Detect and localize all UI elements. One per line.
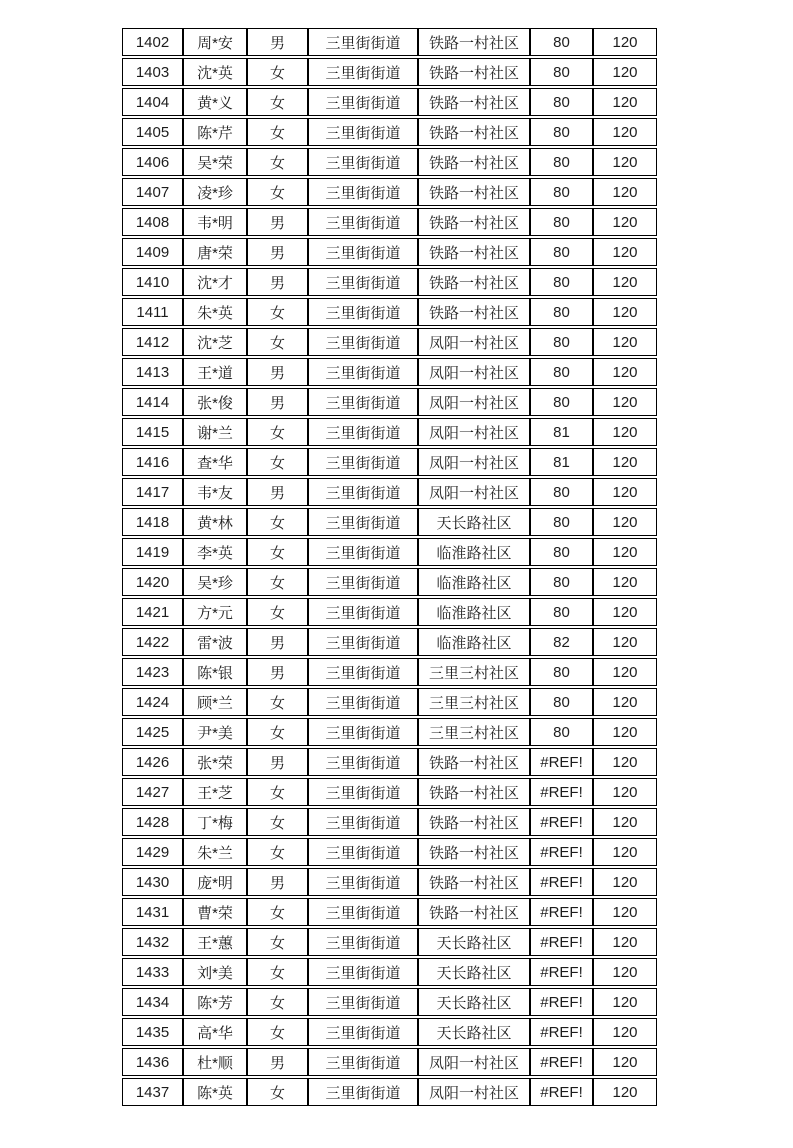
table-cell-street: 三里街街道: [308, 748, 418, 776]
table-cell-value-b: 120: [593, 748, 657, 776]
table-cell-gender: 男: [247, 748, 308, 776]
table-cell-serial-number: 1415: [122, 418, 183, 446]
table-cell-serial-number: 1424: [122, 688, 183, 716]
table-cell-value-a: 81: [530, 418, 593, 446]
table-cell-community: 天长路社区: [418, 958, 530, 986]
table-cell-name: 张*荣: [183, 748, 247, 776]
table-cell-street: 三里街街道: [308, 58, 418, 86]
table-cell-gender: 女: [247, 88, 308, 116]
table-cell-value-b: 120: [593, 928, 657, 956]
table-cell-serial-number: 1414: [122, 388, 183, 416]
table-cell-gender: 女: [247, 1078, 308, 1106]
table-cell-community: 铁路一村社区: [418, 178, 530, 206]
table-row: [122, 268, 657, 296]
table-cell-name: 陈*银: [183, 658, 247, 686]
table-cell-value-b: 120: [593, 1078, 657, 1106]
table-cell-value-b: 120: [593, 328, 657, 356]
table-cell-street: 三里街街道: [308, 928, 418, 956]
table-cell-name: 查*华: [183, 448, 247, 476]
table-cell-value-a: 80: [530, 508, 593, 536]
table-cell-name: 王*芝: [183, 778, 247, 806]
table-cell-value-a: 80: [530, 718, 593, 746]
table-row: [122, 1048, 657, 1076]
table-cell-community: 铁路一村社区: [418, 58, 530, 86]
table-body: [122, 28, 657, 1106]
table-cell-serial-number: 1426: [122, 748, 183, 776]
table-cell-name: 高*华: [183, 1018, 247, 1046]
table-cell-value-b: 120: [593, 208, 657, 236]
table-cell-value-a: 80: [530, 58, 593, 86]
table-cell-community: 铁路一村社区: [418, 88, 530, 116]
table-cell-value-b: 120: [593, 448, 657, 476]
table-cell-gender: 女: [247, 508, 308, 536]
table-cell-value-b: 120: [593, 508, 657, 536]
table-cell-name: 沈*英: [183, 58, 247, 86]
table-cell-name: 陈*英: [183, 1078, 247, 1106]
table-cell-value-a: #REF!: [530, 778, 593, 806]
table-row: [122, 928, 657, 956]
table-cell-value-a: #REF!: [530, 1048, 593, 1076]
table-cell-community: 铁路一村社区: [418, 868, 530, 896]
table-cell-value-a: 80: [530, 538, 593, 566]
table-cell-gender: 女: [247, 778, 308, 806]
table-row: [122, 148, 657, 176]
table-cell-value-a: 80: [530, 238, 593, 266]
table-cell-serial-number: 1407: [122, 178, 183, 206]
table-cell-gender: 男: [247, 208, 308, 236]
table-cell-gender: 男: [247, 28, 308, 56]
table-cell-serial-number: 1431: [122, 898, 183, 926]
table-cell-value-b: 120: [593, 118, 657, 146]
table-cell-street: 三里街街道: [308, 88, 418, 116]
table-cell-street: 三里街街道: [308, 418, 418, 446]
table-cell-gender: 男: [247, 868, 308, 896]
table-cell-street: 三里街街道: [308, 238, 418, 266]
table-row: [122, 868, 657, 896]
table-cell-name: 朱*英: [183, 298, 247, 326]
table-cell-street: 三里街街道: [308, 628, 418, 656]
table-cell-name: 刘*美: [183, 958, 247, 986]
table-cell-value-b: 120: [593, 898, 657, 926]
table-cell-street: 三里街街道: [308, 478, 418, 506]
table-row: [122, 658, 657, 686]
table-cell-community: 铁路一村社区: [418, 148, 530, 176]
table-cell-value-a: #REF!: [530, 748, 593, 776]
table-cell-gender: 男: [247, 358, 308, 386]
table-cell-value-b: 120: [593, 148, 657, 176]
table-cell-serial-number: 1408: [122, 208, 183, 236]
table-cell-serial-number: 1417: [122, 478, 183, 506]
table-cell-street: 三里街街道: [308, 508, 418, 536]
table-cell-gender: 女: [247, 298, 308, 326]
table-cell-gender: 女: [247, 148, 308, 176]
table-cell-serial-number: 1435: [122, 1018, 183, 1046]
table-cell-name: 丁*梅: [183, 808, 247, 836]
table-cell-community: 天长路社区: [418, 928, 530, 956]
table-row: [122, 238, 657, 266]
table-cell-gender: 女: [247, 988, 308, 1016]
table-cell-community: 凤阳一村社区: [418, 478, 530, 506]
table-cell-value-b: 120: [593, 1048, 657, 1076]
table-cell-name: 张*俊: [183, 388, 247, 416]
table-cell-street: 三里街街道: [308, 958, 418, 986]
table-cell-community: 铁路一村社区: [418, 778, 530, 806]
table-row: [122, 58, 657, 86]
table-cell-name: 杜*顺: [183, 1048, 247, 1076]
table-cell-value-a: #REF!: [530, 838, 593, 866]
table-cell-value-a: #REF!: [530, 958, 593, 986]
table-cell-gender: 女: [247, 1018, 308, 1046]
table-cell-street: 三里街街道: [308, 388, 418, 416]
table-cell-community: 三里三村社区: [418, 688, 530, 716]
table-cell-serial-number: 1413: [122, 358, 183, 386]
table-cell-name: 韦*友: [183, 478, 247, 506]
table-cell-serial-number: 1437: [122, 1078, 183, 1106]
table-cell-serial-number: 1406: [122, 148, 183, 176]
table-cell-community: 铁路一村社区: [418, 748, 530, 776]
table-cell-street: 三里街街道: [308, 1048, 418, 1076]
table-cell-community: 天长路社区: [418, 508, 530, 536]
table-cell-street: 三里街街道: [308, 688, 418, 716]
table-cell-street: 三里街街道: [308, 568, 418, 596]
table-cell-name: 周*安: [183, 28, 247, 56]
table-cell-value-a: #REF!: [530, 898, 593, 926]
table-cell-value-b: 120: [593, 298, 657, 326]
table-cell-community: 临淮路社区: [418, 598, 530, 626]
table-cell-street: 三里街街道: [308, 328, 418, 356]
table-cell-value-a: 80: [530, 358, 593, 386]
table-cell-community: 铁路一村社区: [418, 838, 530, 866]
table-cell-serial-number: 1411: [122, 298, 183, 326]
table-row: [122, 508, 657, 536]
table-cell-serial-number: 1419: [122, 538, 183, 566]
table-cell-value-b: 120: [593, 688, 657, 716]
table-cell-community: 凤阳一村社区: [418, 418, 530, 446]
table-cell-street: 三里街街道: [308, 988, 418, 1016]
table-cell-serial-number: 1429: [122, 838, 183, 866]
table-cell-value-a: #REF!: [530, 1078, 593, 1106]
table-cell-gender: 女: [247, 598, 308, 626]
table-cell-value-b: 120: [593, 88, 657, 116]
table-cell-gender: 男: [247, 388, 308, 416]
table-cell-gender: 女: [247, 898, 308, 926]
table-row: [122, 718, 657, 746]
table-cell-value-b: 120: [593, 808, 657, 836]
table-cell-name: 王*道: [183, 358, 247, 386]
table-cell-name: 方*元: [183, 598, 247, 626]
table-cell-community: 凤阳一村社区: [418, 358, 530, 386]
table-cell-value-a: 80: [530, 118, 593, 146]
table-cell-street: 三里街街道: [308, 448, 418, 476]
table-cell-gender: 女: [247, 538, 308, 566]
table-cell-name: 尹*美: [183, 718, 247, 746]
table-row: [122, 688, 657, 716]
table-cell-value-b: 120: [593, 958, 657, 986]
table-cell-value-a: 82: [530, 628, 593, 656]
table-row: [122, 1078, 657, 1106]
table-cell-street: 三里街街道: [308, 1078, 418, 1106]
table-cell-gender: 男: [247, 268, 308, 296]
table-cell-community: 铁路一村社区: [418, 238, 530, 266]
table-cell-serial-number: 1425: [122, 718, 183, 746]
table-cell-value-b: 120: [593, 418, 657, 446]
table-row: [122, 28, 657, 56]
table-cell-community: 铁路一村社区: [418, 208, 530, 236]
table-row: [122, 778, 657, 806]
table-cell-value-a: 80: [530, 268, 593, 296]
table-row: [122, 628, 657, 656]
table-row: [122, 388, 657, 416]
table-cell-value-a: #REF!: [530, 988, 593, 1016]
table-cell-value-b: 120: [593, 478, 657, 506]
table-cell-name: 陈*芹: [183, 118, 247, 146]
table-cell-value-a: 80: [530, 598, 593, 626]
table-cell-gender: 女: [247, 178, 308, 206]
table-row: [122, 808, 657, 836]
table-cell-street: 三里街街道: [308, 268, 418, 296]
table-cell-community: 凤阳一村社区: [418, 1048, 530, 1076]
table-cell-community: 天长路社区: [418, 988, 530, 1016]
table-cell-serial-number: 1427: [122, 778, 183, 806]
table-row: [122, 358, 657, 386]
table-cell-street: 三里街街道: [308, 208, 418, 236]
table-cell-serial-number: 1409: [122, 238, 183, 266]
table-cell-value-a: 80: [530, 388, 593, 416]
table-cell-street: 三里街街道: [308, 298, 418, 326]
table-cell-gender: 男: [247, 658, 308, 686]
table-cell-value-b: 120: [593, 358, 657, 386]
table-cell-street: 三里街街道: [308, 838, 418, 866]
table-cell-serial-number: 1434: [122, 988, 183, 1016]
table-cell-gender: 女: [247, 448, 308, 476]
table-cell-serial-number: 1416: [122, 448, 183, 476]
table-cell-name: 凌*珍: [183, 178, 247, 206]
table-row: [122, 118, 657, 146]
table-cell-name: 黄*林: [183, 508, 247, 536]
table-cell-serial-number: 1423: [122, 658, 183, 686]
table-cell-value-a: 80: [530, 148, 593, 176]
table-cell-gender: 女: [247, 958, 308, 986]
table-cell-value-a: 80: [530, 568, 593, 596]
table-cell-value-b: 120: [593, 238, 657, 266]
table-row: [122, 538, 657, 566]
table-cell-value-b: 120: [593, 268, 657, 296]
table-cell-street: 三里街街道: [308, 778, 418, 806]
table-cell-name: 唐*荣: [183, 238, 247, 266]
roster-table: [122, 26, 657, 1108]
table-row: [122, 838, 657, 866]
table-cell-value-b: 120: [593, 868, 657, 896]
table-cell-name: 顾*兰: [183, 688, 247, 716]
table-cell-value-a: #REF!: [530, 1018, 593, 1046]
table-row: [122, 988, 657, 1016]
table-cell-gender: 女: [247, 688, 308, 716]
table-cell-community: 临淮路社区: [418, 538, 530, 566]
table-row: [122, 958, 657, 986]
table-cell-gender: 男: [247, 1048, 308, 1076]
table-row: [122, 328, 657, 356]
table-cell-value-b: 120: [593, 628, 657, 656]
table-cell-value-b: 120: [593, 718, 657, 746]
table-cell-gender: 女: [247, 838, 308, 866]
table-cell-serial-number: 1420: [122, 568, 183, 596]
table-cell-community: 临淮路社区: [418, 628, 530, 656]
table-cell-gender: 女: [247, 808, 308, 836]
table-cell-gender: 女: [247, 418, 308, 446]
table-cell-serial-number: 1436: [122, 1048, 183, 1076]
table-cell-value-a: #REF!: [530, 808, 593, 836]
table-cell-value-b: 120: [593, 658, 657, 686]
table-cell-name: 陈*芳: [183, 988, 247, 1016]
table-cell-street: 三里街街道: [308, 718, 418, 746]
table-cell-name: 沈*才: [183, 268, 247, 296]
table-cell-value-b: 120: [593, 778, 657, 806]
table-row: [122, 898, 657, 926]
table-cell-value-a: 80: [530, 208, 593, 236]
table-cell-serial-number: 1405: [122, 118, 183, 146]
table-cell-name: 韦*明: [183, 208, 247, 236]
table-cell-value-b: 120: [593, 598, 657, 626]
table-cell-value-b: 120: [593, 838, 657, 866]
table-cell-community: 凤阳一村社区: [418, 388, 530, 416]
table-cell-street: 三里街街道: [308, 118, 418, 146]
table-cell-serial-number: 1418: [122, 508, 183, 536]
table-cell-community: 铁路一村社区: [418, 808, 530, 836]
table-cell-value-b: 120: [593, 538, 657, 566]
table-cell-street: 三里街街道: [308, 658, 418, 686]
table-cell-serial-number: 1402: [122, 28, 183, 56]
table-cell-value-b: 120: [593, 568, 657, 596]
table-cell-street: 三里街街道: [308, 868, 418, 896]
table-row: [122, 448, 657, 476]
table-cell-gender: 男: [247, 478, 308, 506]
table-cell-community: 铁路一村社区: [418, 118, 530, 146]
table-cell-gender: 女: [247, 328, 308, 356]
table-row: [122, 598, 657, 626]
table-cell-community: 铁路一村社区: [418, 268, 530, 296]
table-row: [122, 208, 657, 236]
table-cell-community: 临淮路社区: [418, 568, 530, 596]
table-row: [122, 1018, 657, 1046]
table-cell-community: 铁路一村社区: [418, 898, 530, 926]
table-row: [122, 568, 657, 596]
table-cell-name: 黄*义: [183, 88, 247, 116]
table-cell-value-a: 80: [530, 28, 593, 56]
table-cell-name: 沈*芝: [183, 328, 247, 356]
table-cell-community: 三里三村社区: [418, 718, 530, 746]
table-cell-street: 三里街街道: [308, 178, 418, 206]
table-cell-name: 雷*波: [183, 628, 247, 656]
table-cell-value-b: 120: [593, 388, 657, 416]
table-cell-street: 三里街街道: [308, 1018, 418, 1046]
table-cell-name: 谢*兰: [183, 418, 247, 446]
table-cell-value-b: 120: [593, 58, 657, 86]
table-cell-community: 凤阳一村社区: [418, 1078, 530, 1106]
table-cell-community: 三里三村社区: [418, 658, 530, 686]
table-cell-value-a: 80: [530, 658, 593, 686]
document-page: [0, 26, 793, 1148]
table-cell-street: 三里街街道: [308, 148, 418, 176]
table-cell-community: 天长路社区: [418, 1018, 530, 1046]
table-row: [122, 418, 657, 446]
table-cell-value-a: 80: [530, 688, 593, 716]
table-cell-gender: 女: [247, 118, 308, 146]
table-row: [122, 178, 657, 206]
table-row: [122, 88, 657, 116]
table-cell-gender: 女: [247, 718, 308, 746]
table-cell-serial-number: 1430: [122, 868, 183, 896]
table-cell-community: 凤阳一村社区: [418, 328, 530, 356]
table-cell-value-a: 81: [530, 448, 593, 476]
table-cell-street: 三里街街道: [308, 538, 418, 566]
table-cell-gender: 女: [247, 928, 308, 956]
table-cell-street: 三里街街道: [308, 358, 418, 386]
table-cell-community: 凤阳一村社区: [418, 448, 530, 476]
table-cell-street: 三里街街道: [308, 898, 418, 926]
table-cell-value-a: #REF!: [530, 868, 593, 896]
table-cell-street: 三里街街道: [308, 28, 418, 56]
table-cell-name: 曹*荣: [183, 898, 247, 926]
table-cell-serial-number: 1421: [122, 598, 183, 626]
table-cell-value-b: 120: [593, 28, 657, 56]
table-cell-value-b: 120: [593, 1018, 657, 1046]
table-cell-serial-number: 1433: [122, 958, 183, 986]
table-cell-value-a: 80: [530, 298, 593, 326]
table-cell-gender: 女: [247, 58, 308, 86]
table-cell-serial-number: 1403: [122, 58, 183, 86]
table-cell-value-a: 80: [530, 478, 593, 506]
table-cell-value-a: 80: [530, 178, 593, 206]
table-cell-serial-number: 1432: [122, 928, 183, 956]
table-cell-serial-number: 1412: [122, 328, 183, 356]
table-cell-name: 吴*珍: [183, 568, 247, 596]
table-cell-gender: 女: [247, 568, 308, 596]
table-cell-value-a: 80: [530, 328, 593, 356]
table-cell-name: 李*英: [183, 538, 247, 566]
table-row: [122, 298, 657, 326]
table-cell-name: 朱*兰: [183, 838, 247, 866]
table-cell-name: 庞*明: [183, 868, 247, 896]
table-cell-serial-number: 1422: [122, 628, 183, 656]
table-cell-serial-number: 1428: [122, 808, 183, 836]
table-cell-gender: 男: [247, 628, 308, 656]
table-cell-value-a: 80: [530, 88, 593, 116]
table-row: [122, 748, 657, 776]
table-cell-gender: 男: [247, 238, 308, 266]
table-cell-street: 三里街街道: [308, 808, 418, 836]
table-cell-community: 铁路一村社区: [418, 298, 530, 326]
table-cell-value-b: 120: [593, 988, 657, 1016]
table-row: [122, 478, 657, 506]
table-cell-street: 三里街街道: [308, 598, 418, 626]
table-cell-value-a: #REF!: [530, 928, 593, 956]
table-cell-name: 王*蕙: [183, 928, 247, 956]
table-cell-serial-number: 1404: [122, 88, 183, 116]
table-cell-name: 吴*荣: [183, 148, 247, 176]
table-cell-community: 铁路一村社区: [418, 28, 530, 56]
table-cell-serial-number: 1410: [122, 268, 183, 296]
table-cell-value-b: 120: [593, 178, 657, 206]
